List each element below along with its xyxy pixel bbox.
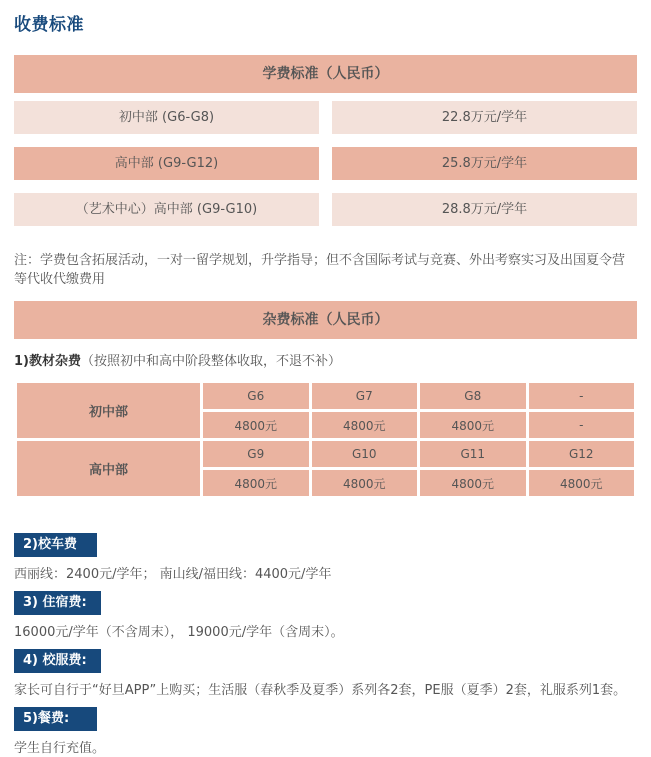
textbook-fee-title xyxy=(14,353,637,370)
bus-fee-badge: 2)校车费 xyxy=(14,533,97,557)
misc-section-header: 杂费标准（人民币） xyxy=(14,301,637,339)
tuition-note: 注：学费包含拓展活动，一对一留学规划，升学指导；但不含国际考试与竞赛、外出考察实习及出国夏令营等代收代缴费用 xyxy=(14,253,626,287)
boarding-fee-text: 16000元/学年（不含周末）， 19000元/学年（含周末）。 xyxy=(14,625,344,640)
table-fee-cell: 4800元 xyxy=(419,469,528,498)
table-grade-cell: G8 xyxy=(419,382,528,411)
tuition-row-label: （艺术中心）高中部 (G9-G10) xyxy=(14,193,319,226)
table-row xyxy=(16,382,636,411)
bus-fee-section xyxy=(14,533,637,583)
boarding-fee-section xyxy=(14,591,637,641)
table-fee-cell: 4800元 xyxy=(202,469,311,498)
table-fee-cell: - xyxy=(527,411,636,440)
tuition-section-header: 学费标准（人民币） xyxy=(14,55,637,93)
boarding-fee-badge: 3) 住宿费: xyxy=(14,591,101,615)
uniform-fee-section xyxy=(14,649,637,699)
table-row xyxy=(16,440,636,469)
textbook-fee-title-bold: 1)教材杂费 xyxy=(14,354,81,369)
tuition-row xyxy=(14,147,637,180)
table-grade-cell: G6 xyxy=(202,382,311,411)
table-group-label: 初中部 xyxy=(16,382,202,440)
tuition-row xyxy=(14,101,637,134)
tuition-row-label: 高中部 (G9-G12) xyxy=(14,147,319,180)
table-grade-cell: G11 xyxy=(419,440,528,469)
meal-fee-text: 学生自行充值。 xyxy=(14,741,106,756)
tuition-row-value: 25.8万元/学年 xyxy=(332,147,637,180)
table-fee-cell: 4800元 xyxy=(310,469,419,498)
page-title: 收费标准 xyxy=(14,15,84,35)
table-grade-cell: G12 xyxy=(527,440,636,469)
table-group-label: 高中部 xyxy=(16,440,202,498)
table-grade-cell: - xyxy=(527,382,636,411)
table-fee-cell: 4800元 xyxy=(202,411,311,440)
tuition-row-value: 28.8万元/学年 xyxy=(332,193,637,226)
uniform-fee-badge: 4) 校服费: xyxy=(14,649,101,673)
tuition-row-value: 22.8万元/学年 xyxy=(332,101,637,134)
table-fee-cell: 4800元 xyxy=(310,411,419,440)
table-fee-cell: 4800元 xyxy=(527,469,636,498)
table-fee-cell: 4800元 xyxy=(419,411,528,440)
bus-fee-text: 西丽线：2400元/学年； 南山线/福田线：4400元/学年 xyxy=(14,567,332,582)
uniform-fee-text: 家长可自行于“好旦APP”上购买；生活服（春秋季及夏季）系列各2套，PE服（夏季）2套，礼服系列1套。 xyxy=(14,683,627,698)
textbook-fee-table xyxy=(14,380,637,499)
tuition-row xyxy=(14,193,637,226)
textbook-fee-title-sub: （按照初中和高中阶段整体收取，不退不补） xyxy=(81,354,342,369)
meal-fee-badge: 5)餐费: xyxy=(14,707,97,731)
table-grade-cell: G7 xyxy=(310,382,419,411)
meal-fee-section xyxy=(14,707,637,757)
tuition-row-label: 初中部 (G6-G8) xyxy=(14,101,319,134)
table-grade-cell: G9 xyxy=(202,440,311,469)
table-grade-cell: G10 xyxy=(310,440,419,469)
